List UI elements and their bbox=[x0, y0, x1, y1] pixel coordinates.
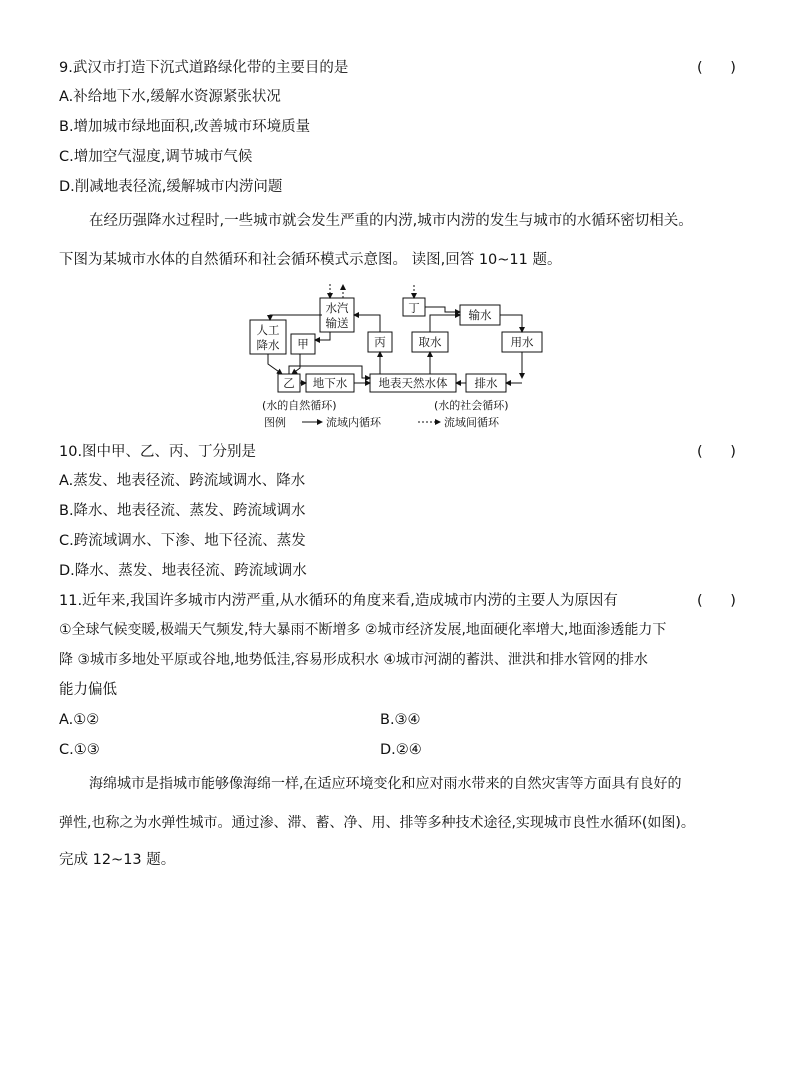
q11-option-b: B.③④ bbox=[380, 712, 421, 728]
passage2-line3: 完成 12~13 题。 bbox=[59, 852, 176, 868]
passage1-line1: 在经历强降水过程时,一些城市就会发生严重的内涝,城市内涝的发生与城市的水循环密切相关。 bbox=[89, 213, 693, 229]
arrow-jia-to-yi bbox=[292, 354, 300, 374]
arrow-intake-to-transport bbox=[430, 315, 460, 332]
label-vapor-1: 水汽 bbox=[325, 301, 349, 315]
label-transport: 输水 bbox=[468, 308, 492, 322]
legend-inter-label: 流域间循环 bbox=[444, 416, 499, 429]
arrow-vapor-to-rain bbox=[270, 315, 322, 320]
label-use: 用水 bbox=[510, 335, 534, 349]
label-jia: 甲 bbox=[297, 337, 309, 351]
label-yi: 乙 bbox=[283, 376, 295, 390]
q9-option-c: C.增加空气湿度,调节城市气候 bbox=[59, 149, 253, 165]
q9-stem: 9.武汉市打造下沉式道路绿化带的主要目的是 bbox=[59, 60, 349, 76]
label-rain-2: 降水 bbox=[256, 338, 280, 352]
label-vapor-2: 输送 bbox=[325, 316, 349, 330]
label-bing: 丙 bbox=[374, 335, 386, 349]
q10-option-c: C.跨流域调水、下渗、地下径流、蒸发 bbox=[59, 533, 306, 549]
q10-answer-paren: ( ) bbox=[697, 444, 736, 460]
q9-option-b: B.增加城市绿地面积,改善城市环境质量 bbox=[59, 119, 311, 135]
water-cycle-diagram bbox=[240, 282, 560, 432]
arrow-bing-to-vapor bbox=[354, 315, 380, 332]
arrow-vapor-to-jia bbox=[315, 332, 330, 340]
q11-statements-line3: 能力偏低 bbox=[59, 682, 117, 698]
q11-option-a: A.①② bbox=[59, 712, 100, 728]
label-ding: 丁 bbox=[408, 301, 420, 315]
arrow-rain-to-yi bbox=[268, 354, 282, 374]
label-drain: 排水 bbox=[474, 376, 498, 390]
q10-option-d: D.降水、蒸发、地表径流、跨流域调水 bbox=[59, 563, 307, 579]
q11-option-c: C.①③ bbox=[59, 742, 100, 758]
label-groundwater: 地下水 bbox=[312, 376, 348, 390]
legend-title: 图例 bbox=[264, 416, 286, 429]
arrow-transport-to-use bbox=[500, 315, 522, 332]
label-rain-1: 人工 bbox=[256, 323, 280, 337]
q11-answer-paren: ( ) bbox=[697, 593, 736, 609]
q10-option-b: B.降水、地表径流、蒸发、跨流域调水 bbox=[59, 503, 306, 519]
q9-option-d: D.削减地表径流,缓解城市内涝问题 bbox=[59, 179, 283, 195]
passage1-line2: 下图为某城市水体的自然循环和社会循环模式示意图。 读图,回答 10~11 题。 bbox=[59, 252, 562, 268]
q10-stem: 10.图中甲、乙、丙、丁分别是 bbox=[59, 444, 257, 460]
q10-option-a: A.蒸发、地表径流、跨流域调水、降水 bbox=[59, 473, 306, 489]
q11-option-d: D.②④ bbox=[380, 742, 422, 758]
label-surface: 地表天然水体 bbox=[378, 376, 448, 390]
label-natural-cycle: (水的自然循环) bbox=[262, 399, 337, 412]
label-social-cycle: (水的社会循环) bbox=[434, 399, 509, 412]
passage2-line1: 海绵城市是指城市能够像海绵一样,在适应环境变化和应对雨水带来的自然灾害等方面具有良好的 bbox=[89, 776, 682, 792]
q11-stem: 11.近年来,我国许多城市内涝严重,从水循环的角度来看,造成城市内涝的主要人为原因有 bbox=[59, 593, 618, 609]
q9-option-a: A.补给地下水,缓解水资源紧张状况 bbox=[59, 89, 281, 105]
q11-statements-line2: 降 ③城市多地处平原或谷地,地势低洼,容易形成积水 ④城市河湖的蓄洪、泄洪和排水管网的排水 bbox=[59, 652, 648, 668]
q11-statements-line1: ①全球气候变暖,极端天气频发,特大暴雨不断增多 ②城市经济发展,地面硬化率增大,地面渗透能力下 bbox=[59, 622, 667, 638]
label-intake: 取水 bbox=[418, 335, 442, 349]
legend-inner-label: 流域内循环 bbox=[326, 416, 381, 429]
q9-answer-paren: ( ) bbox=[697, 60, 736, 76]
arrow-ding-to-transport bbox=[425, 307, 460, 312]
passage2-line2: 弹性,也称之为水弹性城市。通过渗、滞、蓄、净、用、排等多种技术途径,实现城市良性水循环(如图)。 bbox=[59, 815, 695, 831]
